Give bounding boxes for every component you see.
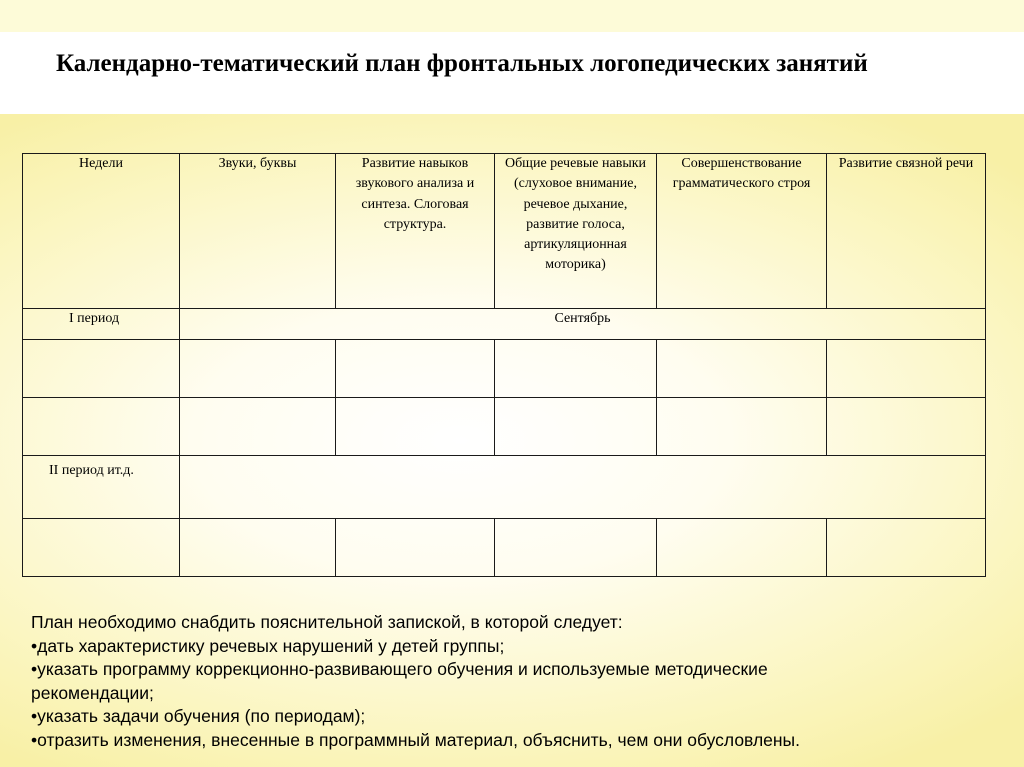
table-row bbox=[23, 340, 986, 398]
notes-bullet: •указать программу коррекционно-развивающего обучения и используемые методические bbox=[31, 659, 768, 680]
month-label: Сентябрь bbox=[180, 309, 986, 340]
table-cell bbox=[827, 340, 986, 398]
notes-bullet: •дать характеристику речевых нарушений у детей группы; bbox=[31, 635, 505, 656]
table-header-row bbox=[23, 154, 986, 309]
explanatory-notes bbox=[31, 611, 991, 753]
table-cell bbox=[336, 398, 495, 456]
header-cell: Развитие связной речи bbox=[827, 154, 986, 309]
plan-table bbox=[22, 153, 986, 577]
table-cell bbox=[495, 519, 657, 577]
table-cell bbox=[336, 340, 495, 398]
header-cell: Недели bbox=[23, 154, 180, 309]
notes-bullet: •отразить изменения, внесенные в программный материал, объяснить, чем они обусловлены. bbox=[31, 729, 801, 750]
table-cell bbox=[657, 519, 827, 577]
table-cell bbox=[657, 340, 827, 398]
table-cell bbox=[495, 340, 657, 398]
header-cell: Звуки, буквы bbox=[180, 154, 336, 309]
notes-bullet: рекомендации; bbox=[31, 682, 154, 703]
notes-bullet: •указать задачи обучения (по периодам); bbox=[31, 706, 366, 727]
period-row bbox=[23, 309, 986, 340]
header-cell: Совершенствование грамматического строя bbox=[657, 154, 827, 309]
table-cell bbox=[180, 398, 336, 456]
table-row bbox=[23, 519, 986, 577]
slide-title: Календарно-тематический план фронтальных логопедических занятий bbox=[56, 50, 868, 77]
table-cell bbox=[23, 398, 180, 456]
header-cell: Развитие навыков звукового анализа и синтеза. Слоговая структура. bbox=[336, 154, 495, 309]
table-cell bbox=[23, 519, 180, 577]
table-cell bbox=[180, 340, 336, 398]
table-cell bbox=[336, 519, 495, 577]
period-label: I период bbox=[23, 309, 180, 340]
table-cell bbox=[827, 519, 986, 577]
table-cell bbox=[23, 340, 180, 398]
header-cell: Общие речевые навыки (слуховое внимание, речевое дыхание, развитие голоса, артикуляционная моторика) bbox=[495, 154, 657, 309]
top-band bbox=[0, 0, 1024, 32]
table-cell bbox=[180, 519, 336, 577]
table-row bbox=[23, 398, 986, 456]
period-label: II период ит.д. bbox=[23, 456, 180, 519]
notes-intro: План необходимо снабдить пояснительной запиской, в которой следует: bbox=[31, 612, 623, 632]
period-row bbox=[23, 456, 986, 519]
table-cell bbox=[827, 398, 986, 456]
table-cell bbox=[495, 398, 657, 456]
table-cell bbox=[657, 398, 827, 456]
table-cell bbox=[180, 456, 986, 519]
